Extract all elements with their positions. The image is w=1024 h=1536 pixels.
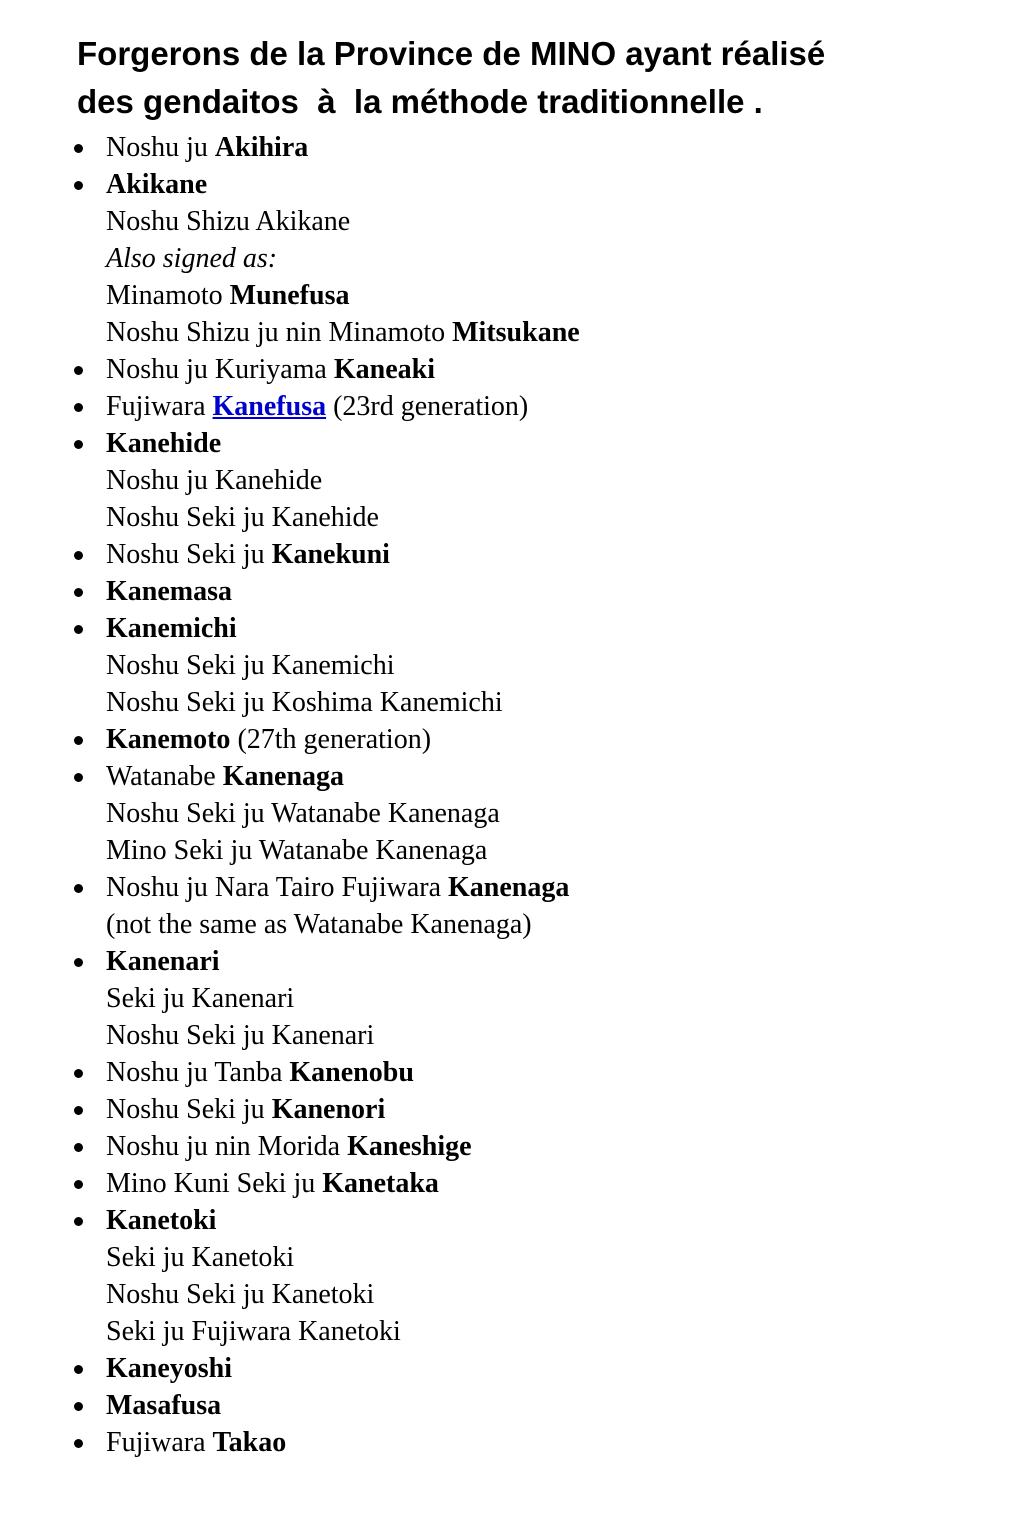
item-primary-line [106, 536, 1024, 573]
item-signature-line [106, 462, 1024, 499]
item-primary-line [106, 721, 1024, 758]
item-signature-line [106, 980, 1024, 1017]
smith-name: Kanekuni [271, 539, 390, 570]
item-primary-line [106, 388, 1024, 425]
text-segment: Noshu Seki ju Kanetoki [106, 1279, 375, 1310]
text-segment: (23rd generation) [326, 391, 529, 422]
item-primary-line [106, 166, 1024, 203]
text-segment: Noshu ju nin Morida [106, 1131, 348, 1162]
list-item [0, 758, 1024, 869]
list-item [0, 129, 1024, 166]
item-signature-line [106, 832, 1024, 869]
smith-name: Kaneyoshi [106, 1353, 233, 1384]
text-segment: Noshu ju Nara Tairo Fujiwara [106, 872, 449, 903]
list-item [0, 1091, 1024, 1128]
bullet-icon [74, 1180, 83, 1189]
list-item [0, 610, 1024, 721]
list-item [0, 425, 1024, 536]
item-signature-line [106, 499, 1024, 536]
text-segment: Fujiwara [106, 1427, 213, 1458]
text-segment: Minamoto [106, 280, 230, 311]
smith-name: Kanenaga [222, 761, 345, 792]
list-item [0, 1128, 1024, 1165]
list-item [0, 1165, 1024, 1202]
smith-name: Kanetoki [106, 1205, 217, 1236]
text-segment: Noshu Seki ju [106, 539, 272, 570]
item-signature-line [106, 277, 1024, 314]
text-segment: Noshu ju Tanba [106, 1057, 290, 1088]
list-item [0, 869, 1024, 943]
list-item [0, 1054, 1024, 1091]
item-signature-line [106, 314, 1024, 351]
text-segment: Seki ju Fujiwara Kanetoki [106, 1316, 401, 1347]
item-signature-line [106, 684, 1024, 721]
bullet-icon [74, 1402, 83, 1411]
text-segment: Watanabe [106, 761, 223, 792]
text-segment: Noshu ju Kanehide [106, 465, 323, 496]
list-item [0, 351, 1024, 388]
text-segment: Fujiwara [106, 391, 213, 422]
bullet-icon [74, 588, 83, 597]
smith-name: Akihira [214, 132, 309, 163]
smith-link[interactable]: Kanefusa [212, 391, 327, 422]
smith-name: Akikane [106, 169, 208, 200]
note-text: Also signed as: [106, 243, 278, 274]
text-segment: Noshu Seki ju [106, 1094, 272, 1125]
item-primary-line [106, 1387, 1024, 1424]
item-signature-line [106, 1313, 1024, 1350]
item-signature-line [106, 647, 1024, 684]
list-item [0, 166, 1024, 351]
bullet-icon [74, 773, 83, 782]
item-primary-line [106, 1091, 1024, 1128]
smith-name: Kanenaga [448, 872, 570, 903]
text-segment: (not the same as Watanabe Kanenaga) [106, 909, 532, 940]
smith-name: Kaneaki [333, 354, 435, 385]
list-item [0, 943, 1024, 1054]
text-segment: Noshu Shizu Akikane [106, 206, 351, 237]
item-signature-line [106, 203, 1024, 240]
item-primary-line [106, 1165, 1024, 1202]
bullet-icon [74, 1365, 83, 1374]
item-primary-line [106, 758, 1024, 795]
item-signature-line [106, 1276, 1024, 1313]
list-item [0, 1424, 1024, 1461]
smith-name: Masafusa [106, 1390, 222, 1421]
text-segment: Noshu Seki ju Kanehide [106, 502, 379, 533]
list-item [0, 573, 1024, 610]
bullet-icon [74, 736, 83, 745]
bullet-icon [74, 440, 83, 449]
bullet-icon [74, 1106, 83, 1115]
text-segment: Mino Kuni Seki ju [106, 1168, 323, 1199]
item-primary-line [106, 573, 1024, 610]
bullet-icon [74, 181, 83, 190]
bullet-icon [74, 884, 83, 893]
smith-name: Kanemoto [106, 724, 231, 755]
bullet-icon [74, 366, 83, 375]
smith-name: Kaneshige [347, 1131, 472, 1162]
bullet-icon [74, 1069, 83, 1078]
text-segment: Mino Seki ju Watanabe Kanenaga [106, 835, 488, 866]
bullet-icon [74, 625, 83, 634]
item-primary-line [106, 610, 1024, 647]
item-signature-line [106, 906, 1024, 943]
bullet-icon [74, 1217, 83, 1226]
bullet-icon [74, 403, 83, 412]
page-title: Forgerons de la Province de MINO ayant réalisé des gendaitos à la méthode traditionnelle . [77, 35, 826, 120]
item-primary-line [106, 351, 1024, 388]
list-item [0, 1387, 1024, 1424]
text-segment: Seki ju Kanenari [106, 983, 295, 1014]
item-primary-line [106, 1350, 1024, 1387]
bullet-icon [74, 1143, 83, 1152]
list-item [0, 1350, 1024, 1387]
smith-name: Kanemasa [106, 576, 232, 607]
bullet-icon [74, 1439, 83, 1448]
smith-name: Mitsukane [452, 317, 580, 348]
smith-name: Kanehide [106, 428, 222, 459]
text-segment: Noshu Seki ju Kanemichi [106, 650, 395, 681]
text-segment: (27th generation) [230, 724, 432, 755]
item-primary-line [106, 943, 1024, 980]
bullet-icon [74, 551, 83, 560]
smith-name: Kanenari [106, 946, 220, 977]
smith-name: Kanenori [271, 1094, 386, 1125]
list-item [0, 536, 1024, 573]
smith-name: Munefusa [229, 280, 350, 311]
bullet-icon [74, 144, 83, 153]
text-segment: Noshu Seki ju Koshima Kanemichi [106, 687, 503, 718]
smith-name: Kanenobu [289, 1057, 414, 1088]
item-primary-line [106, 1202, 1024, 1239]
item-signature-line [106, 240, 1024, 277]
smith-name: Kanemichi [106, 613, 237, 644]
smith-name: Kanetaka [322, 1168, 439, 1199]
item-primary-line [106, 869, 1024, 906]
bullet-icon [74, 958, 83, 967]
smith-name: Takao [212, 1427, 287, 1458]
text-segment: Noshu Seki ju Watanabe Kanenaga [106, 798, 500, 829]
swordsmith-list [0, 129, 1024, 1461]
item-primary-line [106, 425, 1024, 462]
list-item [0, 1202, 1024, 1350]
list-item [0, 388, 1024, 425]
item-primary-line [106, 1054, 1024, 1091]
item-primary-line [106, 1424, 1024, 1461]
text-segment: Noshu Shizu ju nin Minamoto [106, 317, 453, 348]
text-segment: Seki ju Kanetoki [106, 1242, 295, 1273]
item-primary-line [106, 129, 1024, 166]
item-primary-line [106, 1128, 1024, 1165]
item-signature-line [106, 1017, 1024, 1054]
item-signature-line [106, 1239, 1024, 1276]
list-item [0, 721, 1024, 758]
item-signature-line [106, 795, 1024, 832]
text-segment: Noshu Seki ju Kanenari [106, 1020, 375, 1051]
text-segment: Noshu ju [106, 132, 215, 163]
text-segment: Noshu ju Kuriyama [106, 354, 334, 385]
